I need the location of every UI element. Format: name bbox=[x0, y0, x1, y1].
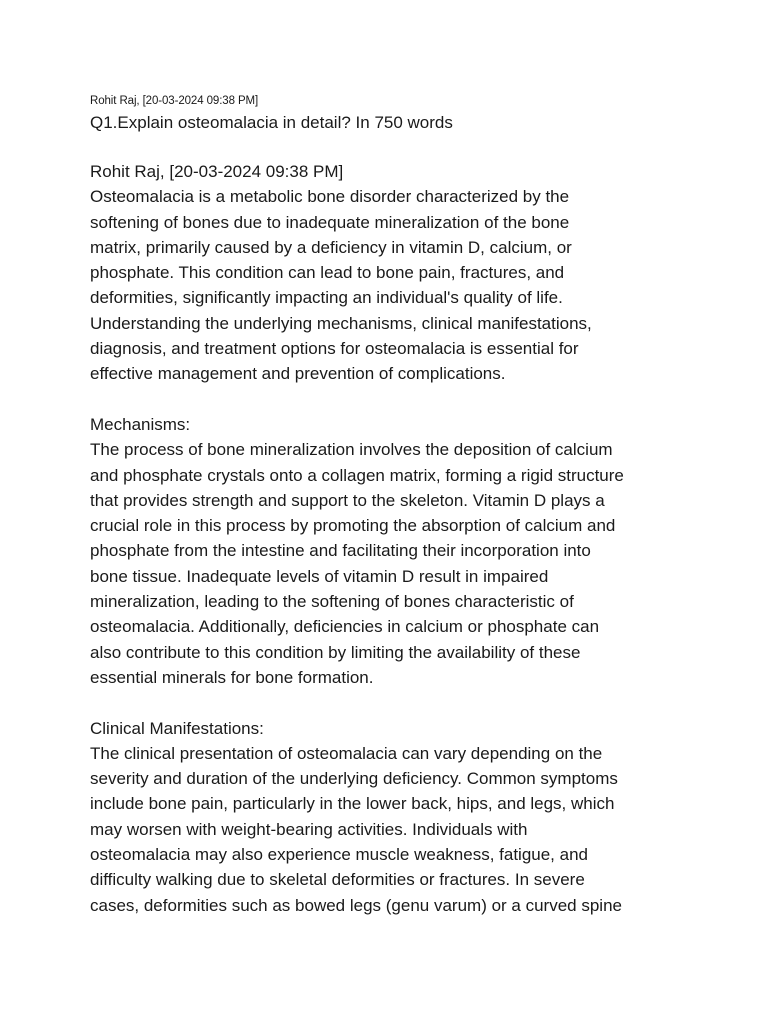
text-line: The process of bone mineralization involves the deposition of calcium bbox=[90, 440, 613, 460]
text-line: severity and duration of the underlying deficiency. Common symptoms bbox=[90, 769, 618, 789]
text-line: diagnosis, and treatment options for osteomalacia is essential for bbox=[90, 339, 579, 359]
spacer bbox=[90, 134, 690, 159]
text-line: that provides strength and support to the skeleton. Vitamin D plays a bbox=[90, 490, 605, 510]
text-line: matrix, primarily caused by a deficiency in vitamin D, calcium, or bbox=[90, 237, 572, 257]
text-line: phosphate from the intestine and facilitating their incorporation into bbox=[90, 541, 591, 561]
section-heading: Mechanisms: bbox=[90, 414, 191, 434]
text-line: softening of bones due to inadequate mineralization of the bone bbox=[90, 212, 570, 232]
text-line: Understanding the underlying mechanisms, clinical manifestations, bbox=[90, 313, 592, 333]
question-meta: Rohit Raj, [20-03-2024 09:38 PM] bbox=[90, 95, 259, 107]
text-line: also contribute to this condition by limiting the availability of these bbox=[90, 642, 581, 662]
paragraph-break bbox=[90, 387, 690, 412]
text-line: include bone pain, particularly in the lower back, hips, and legs, which bbox=[90, 794, 615, 814]
text-line: may worsen with weight-bearing activities. Individuals with bbox=[90, 819, 528, 839]
text-line: effective management and prevention of complications. bbox=[90, 364, 506, 384]
text-line: deformities, significantly impacting an individual's quality of life. bbox=[90, 288, 563, 308]
text-line: crucial role in this process by promoting the absorption of calcium and bbox=[90, 516, 616, 536]
paragraph-break bbox=[90, 690, 690, 715]
text-line: osteomalacia may also experience muscle weakness, fatigue, and bbox=[90, 845, 588, 865]
intro-paragraph bbox=[90, 184, 690, 386]
answer-meta: Rohit Raj, [20-03-2024 09:38 PM] bbox=[90, 162, 344, 181]
question-text: Q1.Explain osteomalacia in detail? In 750 words bbox=[90, 113, 453, 132]
text-line: Osteomalacia is a metabolic bone disorder characterized by the bbox=[90, 187, 570, 207]
mechanisms-section bbox=[90, 412, 690, 690]
text-line: phosphate. This condition can lead to bone pain, fractures, and bbox=[90, 263, 565, 283]
text-line: cases, deformities such as bowed legs (genu varum) or a curved spine bbox=[90, 895, 622, 915]
section-heading: Clinical Manifestations: bbox=[90, 718, 264, 738]
text-line: mineralization, leading to the softening of bones characteristic of bbox=[90, 592, 574, 612]
text-line: essential minerals for bone formation. bbox=[90, 667, 374, 687]
clinical-section bbox=[90, 716, 690, 918]
text-line: and phosphate crystals onto a collagen matrix, forming a rigid structure bbox=[90, 465, 624, 485]
document-content bbox=[90, 94, 690, 918]
text-line: The clinical presentation of osteomalacia can vary depending on the bbox=[90, 743, 603, 763]
text-line: bone tissue. Inadequate levels of vitamin D result in impaired bbox=[90, 566, 549, 586]
text-line: osteomalacia. Additionally, deficiencies in calcium or phosphate can bbox=[90, 617, 600, 637]
text-line: difficulty walking due to skeletal deformities or fractures. In severe bbox=[90, 870, 585, 890]
